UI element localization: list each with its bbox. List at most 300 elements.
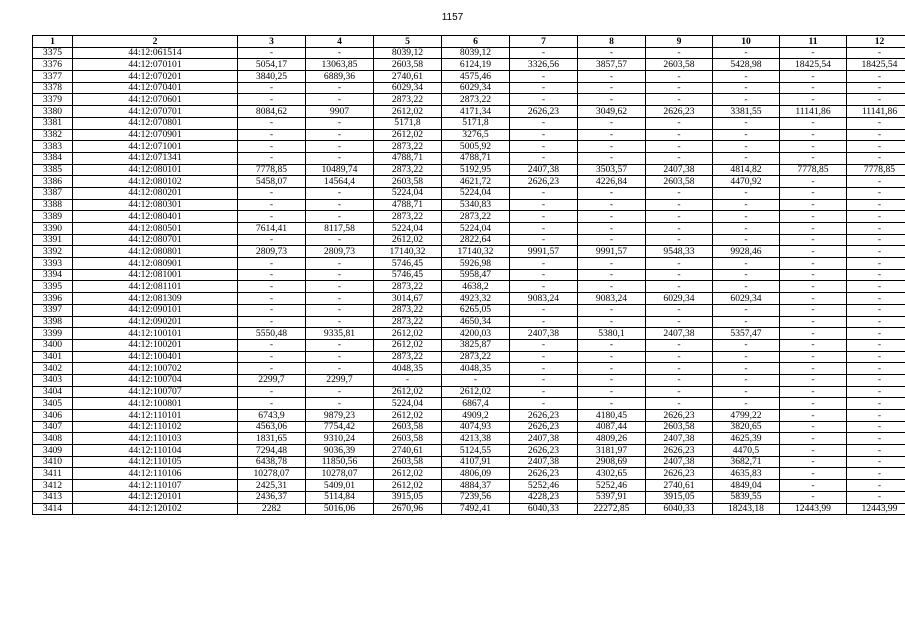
table-cell: 2407,38 <box>646 328 713 340</box>
table-cell: 2612,02 <box>374 410 442 422</box>
table-cell: 2603,58 <box>646 421 713 433</box>
table-cell: 3385 <box>33 164 73 176</box>
table-cell: - <box>847 82 905 94</box>
table-cell: 3380 <box>33 106 73 118</box>
table-body <box>33 47 905 515</box>
table-cell: 2299,7 <box>306 374 374 386</box>
table-cell: - <box>780 456 847 468</box>
table-cell: - <box>510 94 578 106</box>
table-cell: - <box>847 269 905 281</box>
table-cell: 2626,23 <box>646 468 713 480</box>
table-cell: 7294,48 <box>238 445 306 457</box>
table-cell: 5252,46 <box>578 480 646 492</box>
table-cell: - <box>847 316 905 328</box>
table-cell: 5357,47 <box>713 328 780 340</box>
table-cell: - <box>847 246 905 258</box>
table-cell: 44:12:070101 <box>73 59 238 71</box>
table-cell: 2626,23 <box>646 410 713 422</box>
table-cell: 6889,36 <box>306 71 374 83</box>
table-row <box>33 211 905 223</box>
table-cell: - <box>780 94 847 106</box>
table-cell: 3387 <box>33 187 73 199</box>
table-cell: - <box>646 351 713 363</box>
table-cell: 2612,02 <box>374 468 442 480</box>
table-cell: 6029,34 <box>646 293 713 305</box>
table-cell: - <box>306 141 374 153</box>
table-cell: 3376 <box>33 59 73 71</box>
table-cell: - <box>646 211 713 223</box>
table-cell: 44:12:110105 <box>73 456 238 468</box>
table-cell: 3379 <box>33 94 73 106</box>
table-cell: 3820,65 <box>713 421 780 433</box>
table-cell: 5224,04 <box>442 223 510 235</box>
column-header: 3 <box>238 36 306 48</box>
table-cell: 3389 <box>33 211 73 223</box>
table-cell: - <box>306 187 374 199</box>
table-cell: - <box>847 421 905 433</box>
table-cell: 8039,12 <box>442 47 510 59</box>
table-cell: 4048,35 <box>374 363 442 375</box>
table-cell: 2603,58 <box>374 421 442 433</box>
table-cell: 3404 <box>33 386 73 398</box>
table-cell: - <box>780 410 847 422</box>
table-cell: - <box>847 141 905 153</box>
table-cell: 2626,23 <box>510 106 578 118</box>
table-cell: 2873,22 <box>442 211 510 223</box>
table-cell: 44:12:100801 <box>73 398 238 410</box>
table-cell: - <box>306 152 374 164</box>
table-cell: - <box>578 398 646 410</box>
table-row <box>33 82 905 94</box>
table-cell: 3407 <box>33 421 73 433</box>
table-cell: - <box>306 304 374 316</box>
table-cell: 2612,02 <box>374 328 442 340</box>
table-cell: 4923,32 <box>442 293 510 305</box>
table-cell: 3406 <box>33 410 73 422</box>
table-cell: 4087,44 <box>578 421 646 433</box>
table-cell: - <box>306 129 374 141</box>
table-cell: - <box>510 152 578 164</box>
table-cell: 4884,37 <box>442 480 510 492</box>
table-cell: 4849,04 <box>713 480 780 492</box>
table-cell: 4074,93 <box>442 421 510 433</box>
table-cell: - <box>510 187 578 199</box>
table-cell: - <box>713 47 780 59</box>
table-cell: - <box>646 304 713 316</box>
table-cell: 44:12:110101 <box>73 410 238 422</box>
data-table <box>32 35 905 515</box>
table-cell: - <box>646 281 713 293</box>
table-cell: - <box>578 304 646 316</box>
table-cell: 9310,24 <box>306 433 374 445</box>
table-cell: - <box>578 269 646 281</box>
table-cell: 17140,32 <box>374 246 442 258</box>
table-cell: - <box>847 480 905 492</box>
table-cell: 2603,58 <box>374 456 442 468</box>
table-row <box>33 269 905 281</box>
table-cell: - <box>780 71 847 83</box>
table-cell: 44:12:080301 <box>73 199 238 211</box>
table-cell: - <box>780 117 847 129</box>
table-cell: 3049,62 <box>578 106 646 118</box>
table-cell: 3825,87 <box>442 339 510 351</box>
table-row <box>33 328 905 340</box>
table-cell: 3400 <box>33 339 73 351</box>
table-cell: 4806,09 <box>442 468 510 480</box>
table-cell: - <box>847 328 905 340</box>
table-cell: 4213,38 <box>442 433 510 445</box>
table-cell: - <box>780 258 847 270</box>
table-cell: - <box>578 316 646 328</box>
table-cell: 3326,56 <box>510 59 578 71</box>
table-cell: 2809,73 <box>238 246 306 258</box>
table-cell: - <box>578 281 646 293</box>
table-cell: 7778,85 <box>238 164 306 176</box>
table-cell: 44:12:070701 <box>73 106 238 118</box>
table-cell: - <box>238 269 306 281</box>
table-cell: 3857,57 <box>578 59 646 71</box>
table-cell: - <box>510 316 578 328</box>
table-cell: - <box>646 339 713 351</box>
table-cell: - <box>713 211 780 223</box>
table-row <box>33 187 905 199</box>
table-cell: 44:12:061514 <box>73 47 238 59</box>
page-number: 1157 <box>441 12 464 23</box>
table-cell: 2407,38 <box>646 164 713 176</box>
table-row <box>33 410 905 422</box>
table-cell: 6265,05 <box>442 304 510 316</box>
table-cell: - <box>578 117 646 129</box>
table-cell: 44:12:100704 <box>73 374 238 386</box>
table-cell: 4909,2 <box>442 410 510 422</box>
table-cell: - <box>780 386 847 398</box>
table-cell: 2822,64 <box>442 234 510 246</box>
table-cell: - <box>646 258 713 270</box>
table-row <box>33 106 905 118</box>
table-cell: - <box>306 94 374 106</box>
table-cell: 8084,62 <box>238 106 306 118</box>
table-cell: 2612,02 <box>374 106 442 118</box>
table-cell: 5016,06 <box>306 503 374 515</box>
table-cell: - <box>780 293 847 305</box>
table-cell: 2407,38 <box>510 456 578 468</box>
table-cell: 10278,07 <box>238 468 306 480</box>
table-cell: 3388 <box>33 199 73 211</box>
table-row <box>33 374 905 386</box>
table-cell: 8117,58 <box>306 223 374 235</box>
table-cell: 7754,42 <box>306 421 374 433</box>
table-cell: - <box>306 293 374 305</box>
table-row <box>33 258 905 270</box>
table-cell: 2626,23 <box>510 421 578 433</box>
table-cell: 11141,86 <box>847 106 905 118</box>
table-cell: - <box>646 386 713 398</box>
table-cell: 4788,71 <box>374 152 442 164</box>
table-cell: 9907 <box>306 106 374 118</box>
table-cell: - <box>306 47 374 59</box>
table-cell: 44:12:100201 <box>73 339 238 351</box>
table-cell: 44:12:110102 <box>73 421 238 433</box>
column-header: 1 <box>33 36 73 48</box>
table-cell: 3408 <box>33 433 73 445</box>
table-cell: 4302,65 <box>578 468 646 480</box>
table-cell: - <box>510 71 578 83</box>
table-cell: - <box>238 47 306 59</box>
table-cell: - <box>713 187 780 199</box>
table-cell: 5171,8 <box>442 117 510 129</box>
table-cell: - <box>578 351 646 363</box>
table-cell: - <box>306 316 374 328</box>
table-cell: - <box>646 94 713 106</box>
table-cell: - <box>306 398 374 410</box>
table-cell: 5839,55 <box>713 491 780 503</box>
table-cell: - <box>306 281 374 293</box>
table-cell: - <box>646 374 713 386</box>
table-cell: 3682,71 <box>713 456 780 468</box>
table-cell: - <box>646 71 713 83</box>
table-cell: 5746,45 <box>374 269 442 281</box>
table-cell: 44:12:080101 <box>73 164 238 176</box>
table-cell: - <box>578 187 646 199</box>
table-cell: 2873,22 <box>374 94 442 106</box>
table-cell: - <box>306 363 374 375</box>
table-cell: - <box>780 129 847 141</box>
table-cell: - <box>578 374 646 386</box>
table-cell: 3412 <box>33 480 73 492</box>
table-cell: - <box>510 304 578 316</box>
table-cell: - <box>510 269 578 281</box>
table-cell: 9083,24 <box>510 293 578 305</box>
table-cell: - <box>238 211 306 223</box>
column-header: 4 <box>306 36 374 48</box>
table-cell: 5252,46 <box>510 480 578 492</box>
table-header <box>33 36 905 48</box>
table-cell: 14564,4 <box>306 176 374 188</box>
table-cell: - <box>646 141 713 153</box>
table-cell: - <box>847 47 905 59</box>
table-cell: - <box>510 82 578 94</box>
table-cell: - <box>510 129 578 141</box>
table-cell: 18425,54 <box>780 59 847 71</box>
table-cell: 2407,38 <box>646 433 713 445</box>
table-cell: - <box>780 246 847 258</box>
table-cell: - <box>847 386 905 398</box>
table-cell: - <box>713 316 780 328</box>
table-cell: - <box>847 117 905 129</box>
table-cell: - <box>847 468 905 480</box>
table-cell: 44:12:071341 <box>73 152 238 164</box>
table-row <box>33 304 905 316</box>
table-cell: - <box>578 386 646 398</box>
table-cell: - <box>780 328 847 340</box>
table-cell: - <box>510 223 578 235</box>
table-cell: - <box>578 339 646 351</box>
table-cell: 3391 <box>33 234 73 246</box>
table-cell: 3390 <box>33 223 73 235</box>
table-cell: - <box>306 351 374 363</box>
table-row <box>33 491 905 503</box>
table-cell: - <box>510 398 578 410</box>
table-cell: 2626,23 <box>510 468 578 480</box>
table-cell: - <box>238 258 306 270</box>
table-cell: - <box>238 304 306 316</box>
table-cell: 6040,33 <box>646 503 713 515</box>
table-row <box>33 445 905 457</box>
table-cell: - <box>713 234 780 246</box>
table-cell: 7778,85 <box>847 164 905 176</box>
table-cell: 5224,04 <box>374 398 442 410</box>
table-cell: 5458,07 <box>238 176 306 188</box>
table-cell: 22272,85 <box>578 503 646 515</box>
table-cell: 44:12:110106 <box>73 468 238 480</box>
table-cell: - <box>847 456 905 468</box>
table-cell: 3181,97 <box>578 445 646 457</box>
table-cell: 7239,56 <box>442 491 510 503</box>
table-cell: - <box>713 386 780 398</box>
table-cell: 44:12:081101 <box>73 281 238 293</box>
table-cell: - <box>238 187 306 199</box>
table-cell: 18425,54 <box>847 59 905 71</box>
table-cell: 11141,86 <box>780 106 847 118</box>
table-cell: - <box>306 199 374 211</box>
table-cell: - <box>510 339 578 351</box>
header-row <box>33 36 905 48</box>
table-cell: 44:12:080102 <box>73 176 238 188</box>
table-cell: 7614,41 <box>238 223 306 235</box>
table-cell: - <box>306 258 374 270</box>
table-cell: 9928,46 <box>713 246 780 258</box>
table-row <box>33 234 905 246</box>
table-cell: - <box>306 234 374 246</box>
table-cell: - <box>847 398 905 410</box>
table-cell: 3398 <box>33 316 73 328</box>
column-header: 2 <box>73 36 238 48</box>
table-cell: - <box>780 199 847 211</box>
table-row <box>33 468 905 480</box>
table-cell: 5054,17 <box>238 59 306 71</box>
table-cell: 2873,22 <box>374 211 442 223</box>
table-cell: - <box>510 374 578 386</box>
table-cell: 4171,34 <box>442 106 510 118</box>
table-cell: 3915,05 <box>374 491 442 503</box>
column-header: 12 <box>847 36 905 48</box>
table-cell: - <box>510 363 578 375</box>
column-header: 10 <box>713 36 780 48</box>
table-cell: - <box>780 351 847 363</box>
table-cell: - <box>713 71 780 83</box>
table-cell: 5224,04 <box>442 187 510 199</box>
table-row <box>33 152 905 164</box>
table-cell: - <box>713 398 780 410</box>
table-cell: 3382 <box>33 129 73 141</box>
table-cell: 9879,23 <box>306 410 374 422</box>
table-cell: - <box>847 129 905 141</box>
table-cell: 2873,22 <box>374 164 442 176</box>
table-cell: - <box>780 421 847 433</box>
table-cell: - <box>713 117 780 129</box>
table-row <box>33 117 905 129</box>
table-cell: 44:12:070201 <box>73 71 238 83</box>
table-cell: 6029,34 <box>713 293 780 305</box>
table-cell: 4814,82 <box>713 164 780 176</box>
table-cell: 6124,19 <box>442 59 510 71</box>
table-cell: 3405 <box>33 398 73 410</box>
table-cell: 9991,57 <box>578 246 646 258</box>
table-cell: - <box>578 152 646 164</box>
table-cell: 44:12:080201 <box>73 187 238 199</box>
table-cell: - <box>713 141 780 153</box>
table-cell: - <box>238 141 306 153</box>
table-row <box>33 351 905 363</box>
table-cell: 5124,55 <box>442 445 510 457</box>
table-cell: 2603,58 <box>646 59 713 71</box>
table-cell: 2407,38 <box>510 328 578 340</box>
table-row <box>33 164 905 176</box>
table-cell: 2626,23 <box>646 445 713 457</box>
table-cell: - <box>578 258 646 270</box>
table-row <box>33 421 905 433</box>
table-cell: 4635,83 <box>713 468 780 480</box>
table-cell: - <box>847 187 905 199</box>
table-cell: - <box>780 445 847 457</box>
table-cell: 3410 <box>33 456 73 468</box>
table-row <box>33 433 905 445</box>
table-row <box>33 47 905 59</box>
table-cell: 2908,69 <box>578 456 646 468</box>
table-cell: 4788,71 <box>442 152 510 164</box>
table-cell: 5224,04 <box>374 187 442 199</box>
table-cell: - <box>238 152 306 164</box>
table-cell: 3384 <box>33 152 73 164</box>
table-row <box>33 246 905 258</box>
table-cell: - <box>847 363 905 375</box>
table-cell: 8039,12 <box>374 47 442 59</box>
table-cell: 4799,22 <box>713 410 780 422</box>
table-cell: 4107,91 <box>442 456 510 468</box>
table-cell: 17140,32 <box>442 246 510 258</box>
table-cell: - <box>847 410 905 422</box>
table-cell: 2436,37 <box>238 491 306 503</box>
table-cell: 44:12:100101 <box>73 328 238 340</box>
table-cell: 44:12:080901 <box>73 258 238 270</box>
table-cell: 5005,92 <box>442 141 510 153</box>
table-cell: 4788,71 <box>374 199 442 211</box>
table-cell: - <box>646 234 713 246</box>
table-cell: 3014,67 <box>374 293 442 305</box>
table-cell: 4228,23 <box>510 491 578 503</box>
table-row <box>33 339 905 351</box>
table-cell: 44:12:081001 <box>73 269 238 281</box>
table-cell: - <box>780 304 847 316</box>
table-cell: 3276,5 <box>442 129 510 141</box>
table-row <box>33 223 905 235</box>
table-cell: 3413 <box>33 491 73 503</box>
table-cell: - <box>510 211 578 223</box>
table-cell: 44:12:110103 <box>73 433 238 445</box>
table-cell: 5409,01 <box>306 480 374 492</box>
table-cell: 4226,84 <box>578 176 646 188</box>
table-cell: 2626,23 <box>510 410 578 422</box>
column-header: 6 <box>442 36 510 48</box>
table-cell: - <box>847 351 905 363</box>
table-cell: - <box>646 269 713 281</box>
table-cell: 3414 <box>33 503 73 515</box>
table-cell: 13063,85 <box>306 59 374 71</box>
table-cell: 5192,95 <box>442 164 510 176</box>
table-cell: 44:12:100401 <box>73 351 238 363</box>
table-cell: 11850,56 <box>306 456 374 468</box>
table-cell: 2603,58 <box>374 176 442 188</box>
